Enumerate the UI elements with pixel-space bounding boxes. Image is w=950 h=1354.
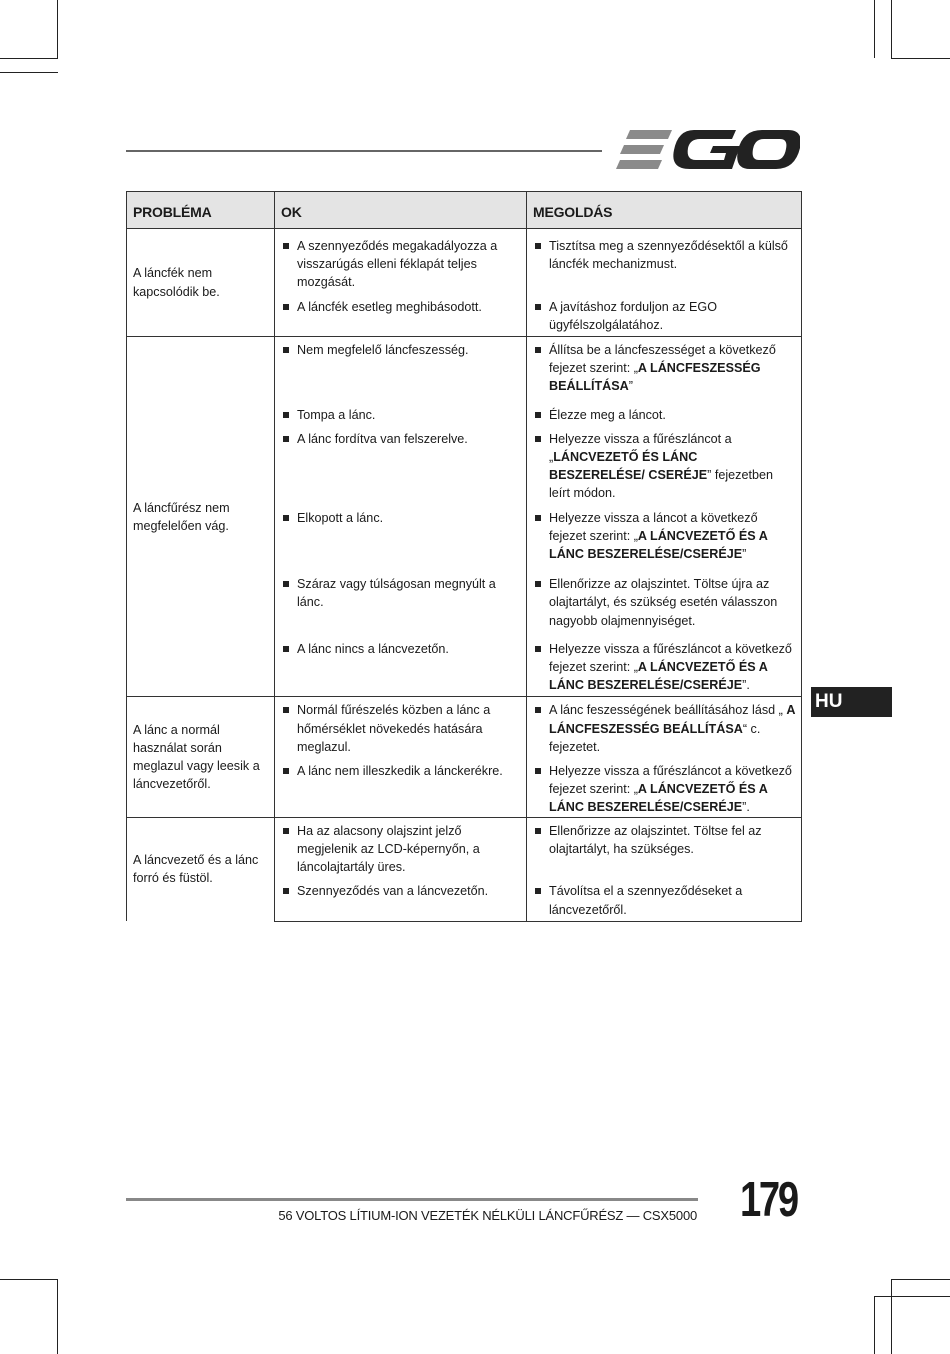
solution-cell bbox=[527, 505, 802, 572]
crop-mark bbox=[874, 0, 875, 58]
cause-cell bbox=[275, 697, 527, 758]
cause-item: Tompa a lánc. bbox=[281, 406, 520, 424]
solution-reference: A LÁNCFESZESSÉG BEÁLLÍTÁSA bbox=[549, 361, 761, 394]
page-number: 179 bbox=[740, 1173, 797, 1227]
crop-mark bbox=[874, 1296, 875, 1354]
solution-cell bbox=[527, 229, 802, 294]
solution-cell bbox=[527, 636, 802, 697]
solution-text: ”. bbox=[742, 678, 750, 693]
solution-reference: LÁNCVEZETŐ ÉS LÁNC BESZERELÉSE/ CSERÉJE bbox=[549, 450, 708, 483]
solution-cell bbox=[527, 571, 802, 636]
cause-item: A lánc nincs a láncvezetőn. bbox=[281, 640, 520, 658]
solution-item bbox=[533, 406, 795, 424]
solution-item bbox=[533, 762, 795, 817]
problem-cell bbox=[127, 697, 275, 817]
crop-mark bbox=[891, 58, 950, 59]
crop-mark bbox=[891, 1279, 950, 1280]
solution-text: ” bbox=[742, 547, 747, 562]
solution-text: Élezze meg a láncot. bbox=[549, 407, 666, 422]
solution-text: Állítsa be a láncfeszességet a következő fejezet szerint: „ bbox=[549, 343, 776, 376]
solution-item bbox=[533, 341, 795, 396]
solution-text: Ellenőrizze az olajszintet. Töltse fel az olajtartályt, ha szükséges. bbox=[549, 823, 762, 856]
cause-item: Normál fűrészelés közben a lánc a hőmérséklet növekedés hatására meglazul. bbox=[281, 701, 520, 756]
solution-text: Távolítsa el a szennyeződéseket a láncvezetőről. bbox=[549, 884, 743, 917]
solution-text: ” fejezetben leírt módon. bbox=[549, 468, 773, 501]
cause-item: Szennyeződés van a láncvezetőn. bbox=[281, 882, 520, 900]
table-row bbox=[127, 697, 802, 758]
crop-mark bbox=[874, 1296, 950, 1297]
solution-cell bbox=[527, 758, 802, 817]
cause-cell bbox=[275, 294, 527, 337]
solution-item bbox=[533, 298, 795, 334]
crop-mark bbox=[0, 58, 58, 59]
cause-cell bbox=[275, 817, 527, 878]
problem-cell bbox=[127, 817, 275, 921]
solution-item bbox=[533, 701, 795, 756]
solution-text: ”. bbox=[742, 800, 750, 815]
table-row bbox=[127, 337, 802, 402]
footer-rule bbox=[126, 1198, 698, 1201]
cause-cell bbox=[275, 337, 527, 402]
cause-cell bbox=[275, 636, 527, 697]
ego-logo bbox=[616, 128, 800, 172]
problem-text: A láncfűrész nem megfelelően vág. bbox=[133, 500, 230, 533]
solution-item bbox=[533, 575, 795, 630]
solution-item bbox=[533, 640, 795, 695]
language-tab: HU bbox=[811, 687, 892, 717]
solution-text: A javításhoz forduljon az EGO ügyfélszolgálatához. bbox=[549, 299, 718, 332]
solution-cell bbox=[527, 878, 802, 921]
cause-item: Száraz vagy túlságosan megnyúlt a lánc. bbox=[281, 575, 520, 611]
solution-reference: A LÁNCFESZESSÉG BEÁLLÍTÁSA bbox=[549, 703, 795, 736]
solution-text: Ellenőrizze az olajszintet. Töltse újra az olajtartályt, és szükség esetén válasszon nagyobb olajmennyiséget. bbox=[549, 577, 778, 628]
solution-text: A lánc feszességének beállításához lásd „ bbox=[549, 703, 787, 718]
solution-cell bbox=[527, 294, 802, 337]
table-row bbox=[127, 817, 802, 878]
cause-item: Nem megfelelő láncfeszesség. bbox=[281, 341, 520, 359]
solution-text: Helyezze vissza a fűrészláncot a „ bbox=[549, 431, 732, 465]
solution-cell bbox=[527, 817, 802, 878]
solution-text: “ c. fejezetet. bbox=[549, 721, 761, 754]
solution-reference: A LÁNCVEZETŐ ÉS A LÁNC BESZERELÉSE/CSERÉJE bbox=[549, 528, 768, 562]
solution-cell bbox=[527, 426, 802, 505]
header-solution: MEGOLDÁS bbox=[527, 192, 802, 229]
cause-item: A szennyeződés megakadályozza a visszarúgás elleni féklapát teljes mozgását. bbox=[281, 237, 520, 292]
problem-text: A lánc a normál használat során meglazul vagy leesik a láncvezetőről. bbox=[133, 722, 260, 792]
cause-cell bbox=[275, 402, 527, 426]
solution-cell bbox=[527, 697, 802, 758]
solution-item bbox=[533, 509, 795, 564]
crop-mark bbox=[0, 1279, 58, 1280]
cause-item: A lánc nem illeszkedik a lánckerékre. bbox=[281, 762, 520, 780]
footer-title: 56 VOLTOS LÍTIUM-ION VEZETÉK NÉLKÜLI LÁNCFŰRÉSZ — CSX5000 bbox=[278, 1208, 697, 1223]
problem-text: A láncvezető és a lánc forró és füstöl. bbox=[133, 853, 259, 886]
cause-cell bbox=[275, 426, 527, 505]
cause-cell bbox=[275, 878, 527, 921]
solution-text: ” bbox=[628, 379, 633, 394]
troubleshooting-table bbox=[126, 191, 802, 922]
header-cause: OK bbox=[275, 192, 527, 229]
solution-reference: A LÁNCVEZETŐ ÉS A LÁNC BESZERELÉSE/CSERÉJE bbox=[549, 782, 768, 815]
solution-text: Helyezze vissza a láncot a következő fejezet szerint: „ bbox=[549, 510, 758, 543]
cause-item: A lánc fordítva van felszerelve. bbox=[281, 430, 520, 448]
header-rule bbox=[126, 150, 602, 152]
cause-item: Ha az alacsony olajszint jelző megjelenik az LCD-képernyőn, a láncolajtartály üres. bbox=[281, 822, 520, 877]
crop-mark bbox=[0, 72, 58, 73]
table-row bbox=[127, 229, 802, 294]
cause-item: Elkopott a lánc. bbox=[281, 509, 520, 527]
solution-item bbox=[533, 237, 795, 273]
cause-cell bbox=[275, 571, 527, 636]
crop-mark bbox=[891, 0, 892, 58]
solution-reference: A LÁNCVEZETŐ ÉS A LÁNC BESZERELÉSE/CSERÉJE bbox=[549, 660, 768, 693]
solution-cell bbox=[527, 337, 802, 402]
solution-item bbox=[533, 882, 795, 918]
crop-mark bbox=[57, 1279, 58, 1354]
cause-cell bbox=[275, 505, 527, 572]
header-problem: PROBLÉMA bbox=[127, 192, 275, 229]
table-header-row bbox=[127, 192, 802, 229]
cause-cell bbox=[275, 758, 527, 817]
solution-cell bbox=[527, 402, 802, 426]
problem-cell bbox=[127, 229, 275, 337]
solution-text: Helyezze vissza a fűrészláncot a következő fejezet szerint: „ bbox=[549, 641, 792, 675]
cause-item: A láncfék esetleg meghibásodott. bbox=[281, 298, 520, 316]
problem-text: A láncfék nem kapcsolódik be. bbox=[133, 266, 220, 299]
solution-text: Helyezze vissza a fűrészláncot a következő fejezet szerint: „ bbox=[549, 764, 792, 797]
cause-cell bbox=[275, 229, 527, 294]
problem-cell bbox=[127, 337, 275, 697]
solution-item bbox=[533, 430, 795, 503]
crop-mark bbox=[891, 1279, 892, 1354]
solution-text: Tisztítsa meg a szennyeződésektől a külső láncfék mechanizmust. bbox=[549, 239, 788, 272]
table-body bbox=[127, 229, 802, 922]
solution-item bbox=[533, 822, 795, 858]
crop-mark bbox=[57, 0, 58, 58]
